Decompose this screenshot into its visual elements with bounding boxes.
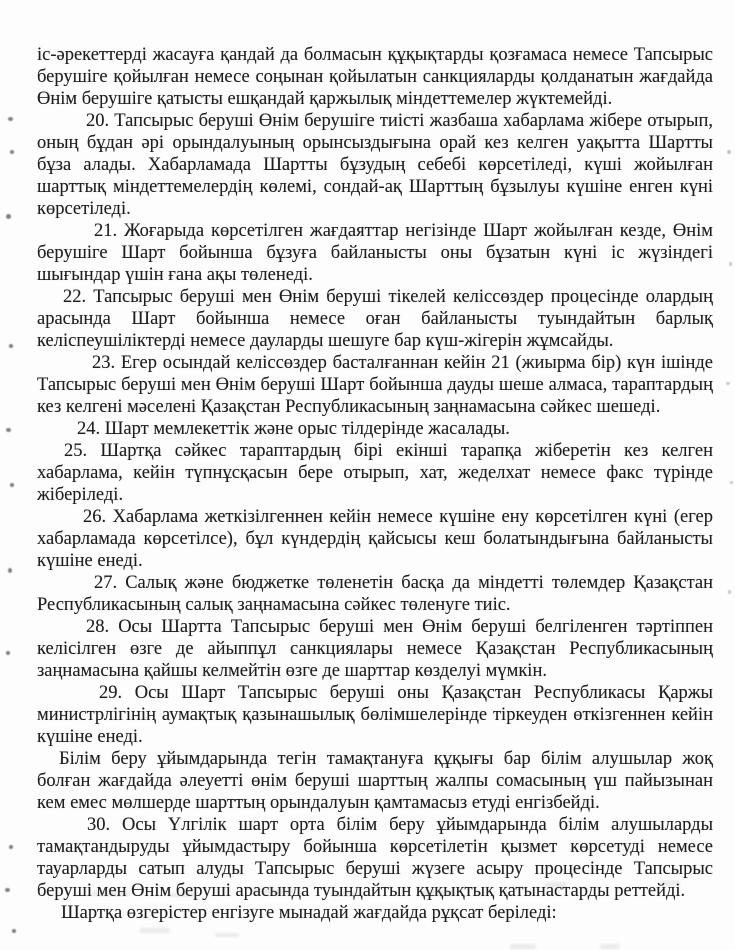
paragraph: 22. Тапсырыс беруші мен Өнім беруші тікелей келіссөздер процесінде олардың арасында Шарт бойынша немесе оған байланысты туындайтын барлық келіспеушіліктерді немесе дауларды шешуге бар күш-жігерін жұмсайды. — [37, 287, 713, 351]
scan-artifact — [9, 344, 13, 348]
paragraph: 21. Жоғарыда көрсетілген жағдаяттар негізінде Шарт жойылған кезде, Өнім берушіге Шарт бойынша бұзуға байланысты оны бұзатын күні іс жүзіндегі шығындар үшін ғана ақы төленеді. — [37, 221, 713, 285]
scan-artifact — [510, 944, 536, 949]
scan-artifact — [8, 117, 13, 121]
scan-artifact — [729, 262, 732, 266]
scan-artifact — [215, 933, 239, 937]
paragraph: 24. Шарт мемлекеттік және орыс тілдерінде жасалады. — [77, 419, 510, 439]
scan-artifact — [726, 382, 730, 385]
paragraph: 29. Осы Шарт Тапсырыс беруші оны Қазақстан Республикасы Қаржы министрлігінің аумақтық қазынашылық бөлімшелерінде тіркеуден өткізгеннен кейін күшіне енеді. — [37, 683, 713, 747]
paragraph: 30. Осы Үлгілік шарт орта білім беру ұйымдарында білім алушыларды тамақтандыруды ұйымдастыру бойынша көрсетілетін қызмет көрсетуді немесе тауарларды сатып алуды Тапсырыс беруші жүзеге асыру процесінде Тапсырыс беруші мен Өнім беруші арасында туындайтын құқықтық қатынастарды реттейді. — [37, 815, 713, 901]
scan-artifact — [730, 481, 733, 484]
paragraph: 26. Хабарлама жеткізілгеннен кейін немесе күшіне ену көрсетілген күні (егер хабарламада көрсетілсе), бұл күндердің қайсысы кеш болатындығына байланысты күшіне енеді. — [37, 507, 713, 571]
paragraph: 27. Салық және бюджетке төленетін басқа да міндетті төлемдер Қазақстан Республикасының салық заңнамасына сәйкес төленуге тиіс. — [37, 573, 713, 615]
paragraph: 20. Тапсырыс беруші Өнім берушіге тиісті жазбаша хабарлама жібере отырып, оның бұдан әрі орындалуының орынсыздығына орай кез келген уақытта Шартты бұза алады. Хабарламада Шартты бұзудың себебі көрсетіледі, күші жойылған шарттық міндеттемелердің көлемі, сондай-ақ Шарттың бұзылуы күшіне енген күні көрсетіледі. — [37, 111, 713, 219]
scan-artifact — [5, 888, 10, 892]
scan-artifact — [728, 590, 731, 594]
scan-artifact — [727, 150, 731, 154]
scan-artifact — [6, 651, 10, 655]
paragraph: 28. Осы Шартта Тапсырыс беруші мен Өнім беруші белгіленген тәртіппен келісілген өзге де айыппұл санкциялары немесе Қазақстан Республикасының заңнамасына қайшы келмейтін өзге де шарттар көзделуі мүмкін. — [37, 617, 713, 681]
scan-artifact — [600, 944, 620, 949]
paragraph: 25. Шартқа сәйкес тараптардың бірі екінші тарапқа жіберетін кез келген хабарлама, кейін түпнұсқасын бере отырып, хат, жеделхат немесе факс түрінде жіберіледі. — [37, 441, 713, 505]
paragraph: 23. Егер осындай келіссөздер басталғаннан кейін 21 (жиырма бір) күн ішінде Тапсырыс беруші мен Өнім беруші Шарт бойынша дауды шеше алмаса, тараптардың кез келгені мәселені Қазақстан Республикасының заңнамасына сәйкес шешеді. — [37, 353, 713, 417]
paragraph: Шартқа өзгерістер енгізуге мынадай жағдайда рұқсат беріледі: — [61, 903, 557, 923]
scan-artifact — [6, 214, 11, 219]
scan-artifact — [12, 929, 16, 933]
paragraph: іс-әрекеттерді жасауға қандай да болмасын құқықтарды қозғамаса немесе Тапсырыс берушіге қойылған немесе соңынан қойылатын санкцияларды қолданатын жағдайда Өнім берушіге қатысты ешқандай қаржылық міндеттемелер жүктемейді. — [37, 45, 713, 109]
paragraph: Білім беру ұйымдарында тегін тамақтануға құқығы бар білім алушылар жоқ болған жағдайда әлеуетті өнім беруші шарттың жалпы сомасының үш пайызынан кем емес мөлшерде шарттың орындалуын қамтамасыз етуді енгізбейді. — [37, 749, 713, 813]
scan-artifact — [9, 845, 13, 849]
scan-artifact — [10, 150, 14, 154]
scan-artifact — [6, 428, 11, 432]
scan-artifact — [8, 568, 12, 573]
scan-artifact — [10, 483, 14, 487]
contract-text — [37, 44, 713, 924]
scan-artifact — [140, 928, 170, 933]
